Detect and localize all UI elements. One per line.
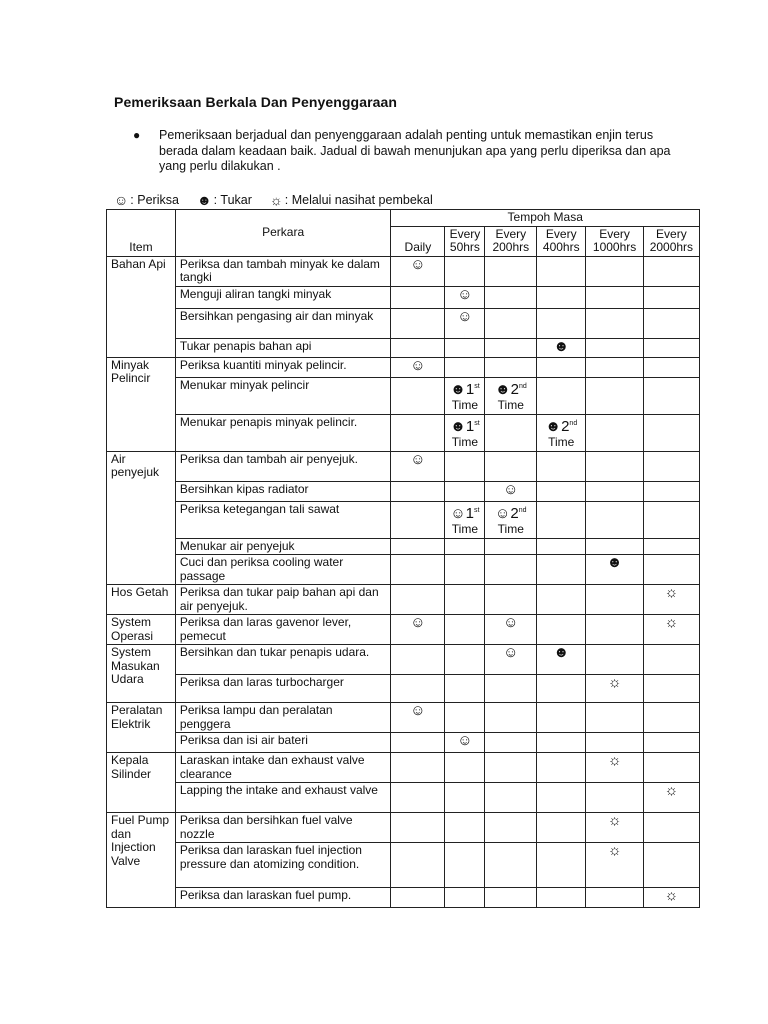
mark-cell	[643, 377, 699, 414]
table-row	[107, 501, 700, 538]
perkara-cell: Periksa ketegangan tali sawat	[175, 501, 391, 538]
sun-icon: ☼	[607, 752, 622, 769]
header-50hrs: Every 50hrs	[445, 226, 485, 256]
mark-cell	[391, 501, 445, 538]
mark-cell	[391, 753, 445, 783]
time-label: Time	[497, 397, 524, 412]
perkara-cell: Periksa dan laras turbocharger	[175, 675, 391, 703]
header-daily: Daily	[391, 226, 445, 256]
mark-cell	[537, 538, 586, 555]
table-row	[107, 783, 700, 813]
mark-cell	[586, 338, 643, 357]
perkara-cell: Periksa dan isi air bateri	[175, 733, 391, 753]
mark-cell	[537, 753, 586, 783]
ordinal-suffix: nd	[569, 419, 578, 427]
mark-cell	[391, 555, 445, 585]
table-row	[107, 703, 700, 733]
mark-cell	[391, 703, 445, 733]
item-cell: Hos Getah	[107, 585, 176, 615]
mark-cell	[391, 733, 445, 753]
perkara-cell: Periksa dan laraskan fuel pump.	[175, 888, 391, 908]
item-cell: Bahan Api	[107, 256, 176, 357]
item-cell: Minyak Pelincir	[107, 357, 176, 451]
mark-cell	[391, 615, 445, 645]
table-row	[107, 675, 700, 703]
table-row	[107, 286, 700, 308]
mark-cell	[485, 675, 537, 703]
table-row	[107, 733, 700, 753]
mark-cell	[445, 753, 485, 783]
mark-cell	[586, 783, 643, 813]
mark-cell	[391, 451, 445, 481]
mark-cell	[643, 675, 699, 703]
mark-cell	[586, 888, 643, 908]
mark-cell	[586, 675, 643, 703]
perkara-cell: Periksa dan laras gavenor lever, pemecut	[175, 615, 391, 645]
filled-smiley-icon: ☻	[545, 417, 562, 435]
mark-cell	[485, 501, 537, 538]
maintenance-table	[106, 209, 700, 908]
mark-cell	[445, 414, 485, 451]
mark-cell	[485, 888, 537, 908]
filled-smiley-icon: ☻	[553, 337, 570, 355]
mark-cell	[537, 783, 586, 813]
mark-cell	[391, 843, 445, 888]
smiley-icon: ☺	[457, 285, 473, 303]
mark-cell	[586, 813, 643, 843]
smiley-icon: ☺	[410, 614, 426, 631]
mark-cell	[537, 308, 586, 338]
mark-cell	[586, 481, 643, 501]
table-row	[107, 256, 700, 286]
mark-cell	[391, 645, 445, 675]
mark-cell	[445, 843, 485, 888]
mark-cell	[643, 451, 699, 481]
mark-cell	[485, 615, 537, 645]
intro-text: Pemeriksaan berjadual dan penyenggaraan adalah penting untuk memastikan enjin terus berada dalam keadaan baik. Jadual di bawah menunjukan apa yang perlu diperiksa dan apa yang perlu dilakukan .	[159, 128, 671, 173]
mark-cell	[537, 338, 586, 357]
mark-cell	[537, 675, 586, 703]
item-cell: Air penyejuk	[107, 451, 176, 585]
table-row	[107, 645, 700, 675]
mark-cell	[537, 501, 586, 538]
mark-cell	[643, 813, 699, 843]
mark-cell	[445, 357, 485, 377]
mark-cell	[485, 308, 537, 338]
perkara-cell: Periksa dan bersihkan fuel valve nozzle	[175, 813, 391, 843]
time-label: Time	[451, 434, 479, 449]
table-row	[107, 555, 700, 585]
header-400hrs: Every 400hrs	[537, 226, 586, 256]
mark-cell	[643, 338, 699, 357]
table-row	[107, 338, 700, 357]
perkara-cell: Periksa lampu dan peralatan penggera	[175, 703, 391, 733]
mark-cell	[537, 733, 586, 753]
mark-cell	[643, 888, 699, 908]
mark-cell	[586, 451, 643, 481]
sun-icon: ☼	[607, 812, 622, 829]
mark-cell	[586, 843, 643, 888]
mark-cell	[445, 813, 485, 843]
mark-cell	[586, 555, 643, 585]
mark-cell	[445, 703, 485, 733]
mark-cell	[391, 585, 445, 615]
mark-cell	[485, 451, 537, 481]
mark-cell	[586, 357, 643, 377]
occurrence-number: 1	[465, 380, 475, 398]
table-row	[107, 451, 700, 481]
smiley-icon: ☺	[450, 504, 466, 522]
mark-cell	[643, 615, 699, 645]
intro-bullet	[133, 128, 693, 175]
table-row	[107, 481, 700, 501]
mark-cell	[537, 256, 586, 286]
mark-cell	[586, 585, 643, 615]
mark-cell	[445, 733, 485, 753]
smiley-icon: ☺	[410, 450, 426, 468]
mark-cell	[643, 783, 699, 813]
mark-cell	[445, 256, 485, 286]
perkara-cell: Menukar minyak pelincir	[175, 377, 391, 414]
mark-cell	[391, 377, 445, 414]
table-row	[107, 888, 700, 908]
mark-cell	[391, 256, 445, 286]
perkara-cell: Bersihkan kipas radiator	[175, 481, 391, 501]
mark-cell	[537, 888, 586, 908]
time-label: Time	[548, 434, 575, 449]
smiley-icon: ☺	[457, 307, 473, 325]
mark-cell	[485, 538, 537, 555]
mark-cell	[485, 414, 537, 451]
mark-cell	[643, 733, 699, 753]
time-label: Time	[451, 397, 479, 412]
mark-cell	[537, 377, 586, 414]
mark-cell	[537, 585, 586, 615]
mark-cell	[391, 308, 445, 338]
mark-cell	[643, 357, 699, 377]
legend-nasihat: Melalui nasihat pembekal	[291, 193, 433, 207]
mark-cell	[537, 451, 586, 481]
table-body	[107, 256, 700, 908]
mark-cell	[586, 645, 643, 675]
table-row	[107, 753, 700, 783]
perkara-cell: Lapping the intake and exhaust valve	[175, 783, 391, 813]
mark-cell	[643, 414, 699, 451]
perkara-cell: Periksa dan tambah minyak ke dalam tangki	[175, 256, 391, 286]
sun-icon: ☼	[664, 782, 679, 799]
perkara-cell: Bersihkan dan tukar penapis udara.	[175, 645, 391, 675]
filled-smiley-icon: ☻	[606, 554, 623, 571]
mark-cell	[485, 357, 537, 377]
table-row	[107, 308, 700, 338]
mark-cell	[391, 813, 445, 843]
mark-cell	[586, 286, 643, 308]
perkara-cell: Tukar penapis bahan api	[175, 338, 391, 357]
mark-cell	[445, 675, 485, 703]
smiley-icon: ☺	[503, 644, 519, 661]
table-row	[107, 615, 700, 645]
occurrence-number: 2	[510, 380, 519, 398]
time-label: Time	[497, 521, 524, 536]
perkara-cell: Cuci dan periksa cooling water passage	[175, 555, 391, 585]
perkara-cell: Menukar air penyejuk	[175, 538, 391, 555]
mark-cell	[586, 753, 643, 783]
sun-icon: ☼	[664, 584, 679, 601]
mark-cell	[537, 286, 586, 308]
mark-cell	[391, 888, 445, 908]
mark-cell	[537, 357, 586, 377]
mark-cell	[445, 451, 485, 481]
mark-cell	[643, 645, 699, 675]
sun-icon: ☼	[664, 887, 679, 904]
table-row	[107, 813, 700, 843]
mark-cell	[586, 256, 643, 286]
table-row	[107, 538, 700, 555]
mark-cell	[485, 843, 537, 888]
mark-cell	[485, 377, 537, 414]
mark-cell	[445, 481, 485, 501]
filled-smiley-icon: ☻	[450, 380, 466, 398]
mark-cell	[445, 538, 485, 555]
mark-cell	[485, 338, 537, 357]
smiley-icon: ☺	[503, 614, 519, 631]
header-item: Item	[107, 210, 176, 257]
mark-cell	[485, 753, 537, 783]
mark-cell	[643, 501, 699, 538]
mark-cell	[537, 813, 586, 843]
mark-cell	[445, 645, 485, 675]
item-cell: System Masukan Udara	[107, 645, 176, 703]
mark-cell	[445, 585, 485, 615]
ordinal-suffix: st	[474, 382, 480, 390]
mark-cell	[485, 645, 537, 675]
mark-cell	[445, 501, 485, 538]
mark-cell	[537, 615, 586, 645]
mark-cell	[485, 703, 537, 733]
perkara-cell: Periksa dan laraskan fuel injection pressure dan atomizing condition.	[175, 843, 391, 888]
mark-cell	[586, 414, 643, 451]
mark-cell	[445, 783, 485, 813]
mark-cell	[586, 538, 643, 555]
mark-cell	[445, 338, 485, 357]
mark-cell	[485, 481, 537, 501]
mark-cell	[643, 256, 699, 286]
header-tempoh: Tempoh Masa	[391, 210, 700, 227]
sun-icon: ☼	[607, 674, 622, 691]
time-label: Time	[451, 521, 479, 536]
perkara-cell: Periksa kuantiti minyak pelincir.	[175, 357, 391, 377]
occurrence-number: 2	[561, 417, 570, 435]
ordinal-suffix: st	[474, 419, 480, 427]
mark-cell	[586, 733, 643, 753]
filled-smiley-icon: ☻	[196, 192, 212, 208]
mark-cell	[537, 645, 586, 675]
mark-cell	[643, 753, 699, 783]
legend-tukar: Tukar	[220, 193, 252, 207]
mark-cell	[485, 286, 537, 308]
smiley-icon: ☺	[410, 702, 426, 719]
sun-icon: ☼	[269, 192, 283, 208]
header-200hrs: Every 200hrs	[485, 226, 537, 256]
mark-cell	[445, 888, 485, 908]
header-perkara: Perkara	[175, 210, 391, 257]
mark-cell	[537, 414, 586, 451]
smiley-icon: ☺	[495, 504, 511, 522]
mark-cell	[643, 481, 699, 501]
filled-smiley-icon: ☻	[553, 644, 570, 661]
mark-cell	[586, 377, 643, 414]
item-cell: Peralatan Elektrik	[107, 703, 176, 753]
mark-cell	[586, 703, 643, 733]
perkara-cell: Periksa dan tambah air penyejuk.	[175, 451, 391, 481]
mark-cell	[643, 585, 699, 615]
legend-periksa: Periksa	[137, 193, 179, 207]
mark-cell	[391, 357, 445, 377]
mark-cell	[391, 414, 445, 451]
table-row	[107, 414, 700, 451]
mark-cell	[485, 813, 537, 843]
mark-cell	[445, 377, 485, 414]
mark-cell	[643, 555, 699, 585]
perkara-cell: Menguji aliran tangki minyak	[175, 286, 391, 308]
perkara-cell: Bersihkan pengasing air dan minyak	[175, 308, 391, 338]
mark-cell	[485, 783, 537, 813]
smiley-icon: ☺	[410, 356, 426, 374]
sun-icon: ☼	[607, 842, 622, 859]
item-cell: System Operasi	[107, 615, 176, 645]
mark-cell	[643, 308, 699, 338]
table-row	[107, 377, 700, 414]
header-2000hrs: Every 2000hrs	[643, 226, 699, 256]
mark-cell	[537, 481, 586, 501]
smiley-icon: ☺	[114, 192, 129, 208]
header-1000hrs: Every 1000hrs	[586, 226, 643, 256]
item-cell: Fuel Pump dan Injection Valve	[107, 813, 176, 908]
mark-cell	[445, 308, 485, 338]
mark-cell	[485, 733, 537, 753]
filled-smiley-icon: ☻	[494, 380, 511, 398]
mark-cell	[586, 501, 643, 538]
table-row	[107, 843, 700, 888]
occurrence-number: 1	[465, 504, 475, 522]
perkara-cell: Menukar penapis minyak pelincir.	[175, 414, 391, 451]
occurrence-number: 1	[465, 417, 475, 435]
mark-cell	[485, 256, 537, 286]
sun-icon: ☼	[664, 614, 679, 631]
table-row	[107, 357, 700, 377]
mark-cell	[391, 538, 445, 555]
item-cell: Kepala Silinder	[107, 753, 176, 813]
mark-cell	[643, 286, 699, 308]
mark-cell	[485, 555, 537, 585]
mark-cell	[643, 538, 699, 555]
occurrence-number: 2	[510, 504, 519, 522]
mark-cell	[391, 286, 445, 308]
smiley-icon: ☺	[503, 480, 519, 498]
ordinal-suffix: nd	[518, 506, 527, 514]
mark-cell	[586, 308, 643, 338]
ordinal-suffix: nd	[518, 382, 527, 390]
mark-cell	[485, 585, 537, 615]
filled-smiley-icon: ☻	[450, 417, 466, 435]
mark-cell	[537, 555, 586, 585]
mark-cell	[445, 555, 485, 585]
smiley-icon: ☺	[457, 732, 473, 749]
perkara-cell: Laraskan intake dan exhaust valve clearance	[175, 753, 391, 783]
mark-cell	[537, 843, 586, 888]
page-title: Pemeriksaan Berkala Dan Penyenggaraan	[114, 94, 398, 110]
mark-cell	[537, 703, 586, 733]
bullet-dot-icon: ●	[133, 128, 141, 142]
mark-cell	[391, 481, 445, 501]
legend: ☺ : Periksa ☻ : Tukar ☼ : Melalui nasihat pembekal	[114, 192, 433, 208]
mark-cell	[391, 783, 445, 813]
mark-cell	[391, 338, 445, 357]
mark-cell	[445, 615, 485, 645]
smiley-icon: ☺	[410, 255, 426, 273]
table-row	[107, 585, 700, 615]
mark-cell	[643, 703, 699, 733]
perkara-cell: Periksa dan tukar paip bahan api dan air penyejuk.	[175, 585, 391, 615]
mark-cell	[445, 286, 485, 308]
mark-cell	[391, 675, 445, 703]
ordinal-suffix: st	[474, 506, 480, 514]
mark-cell	[586, 615, 643, 645]
mark-cell	[643, 843, 699, 888]
